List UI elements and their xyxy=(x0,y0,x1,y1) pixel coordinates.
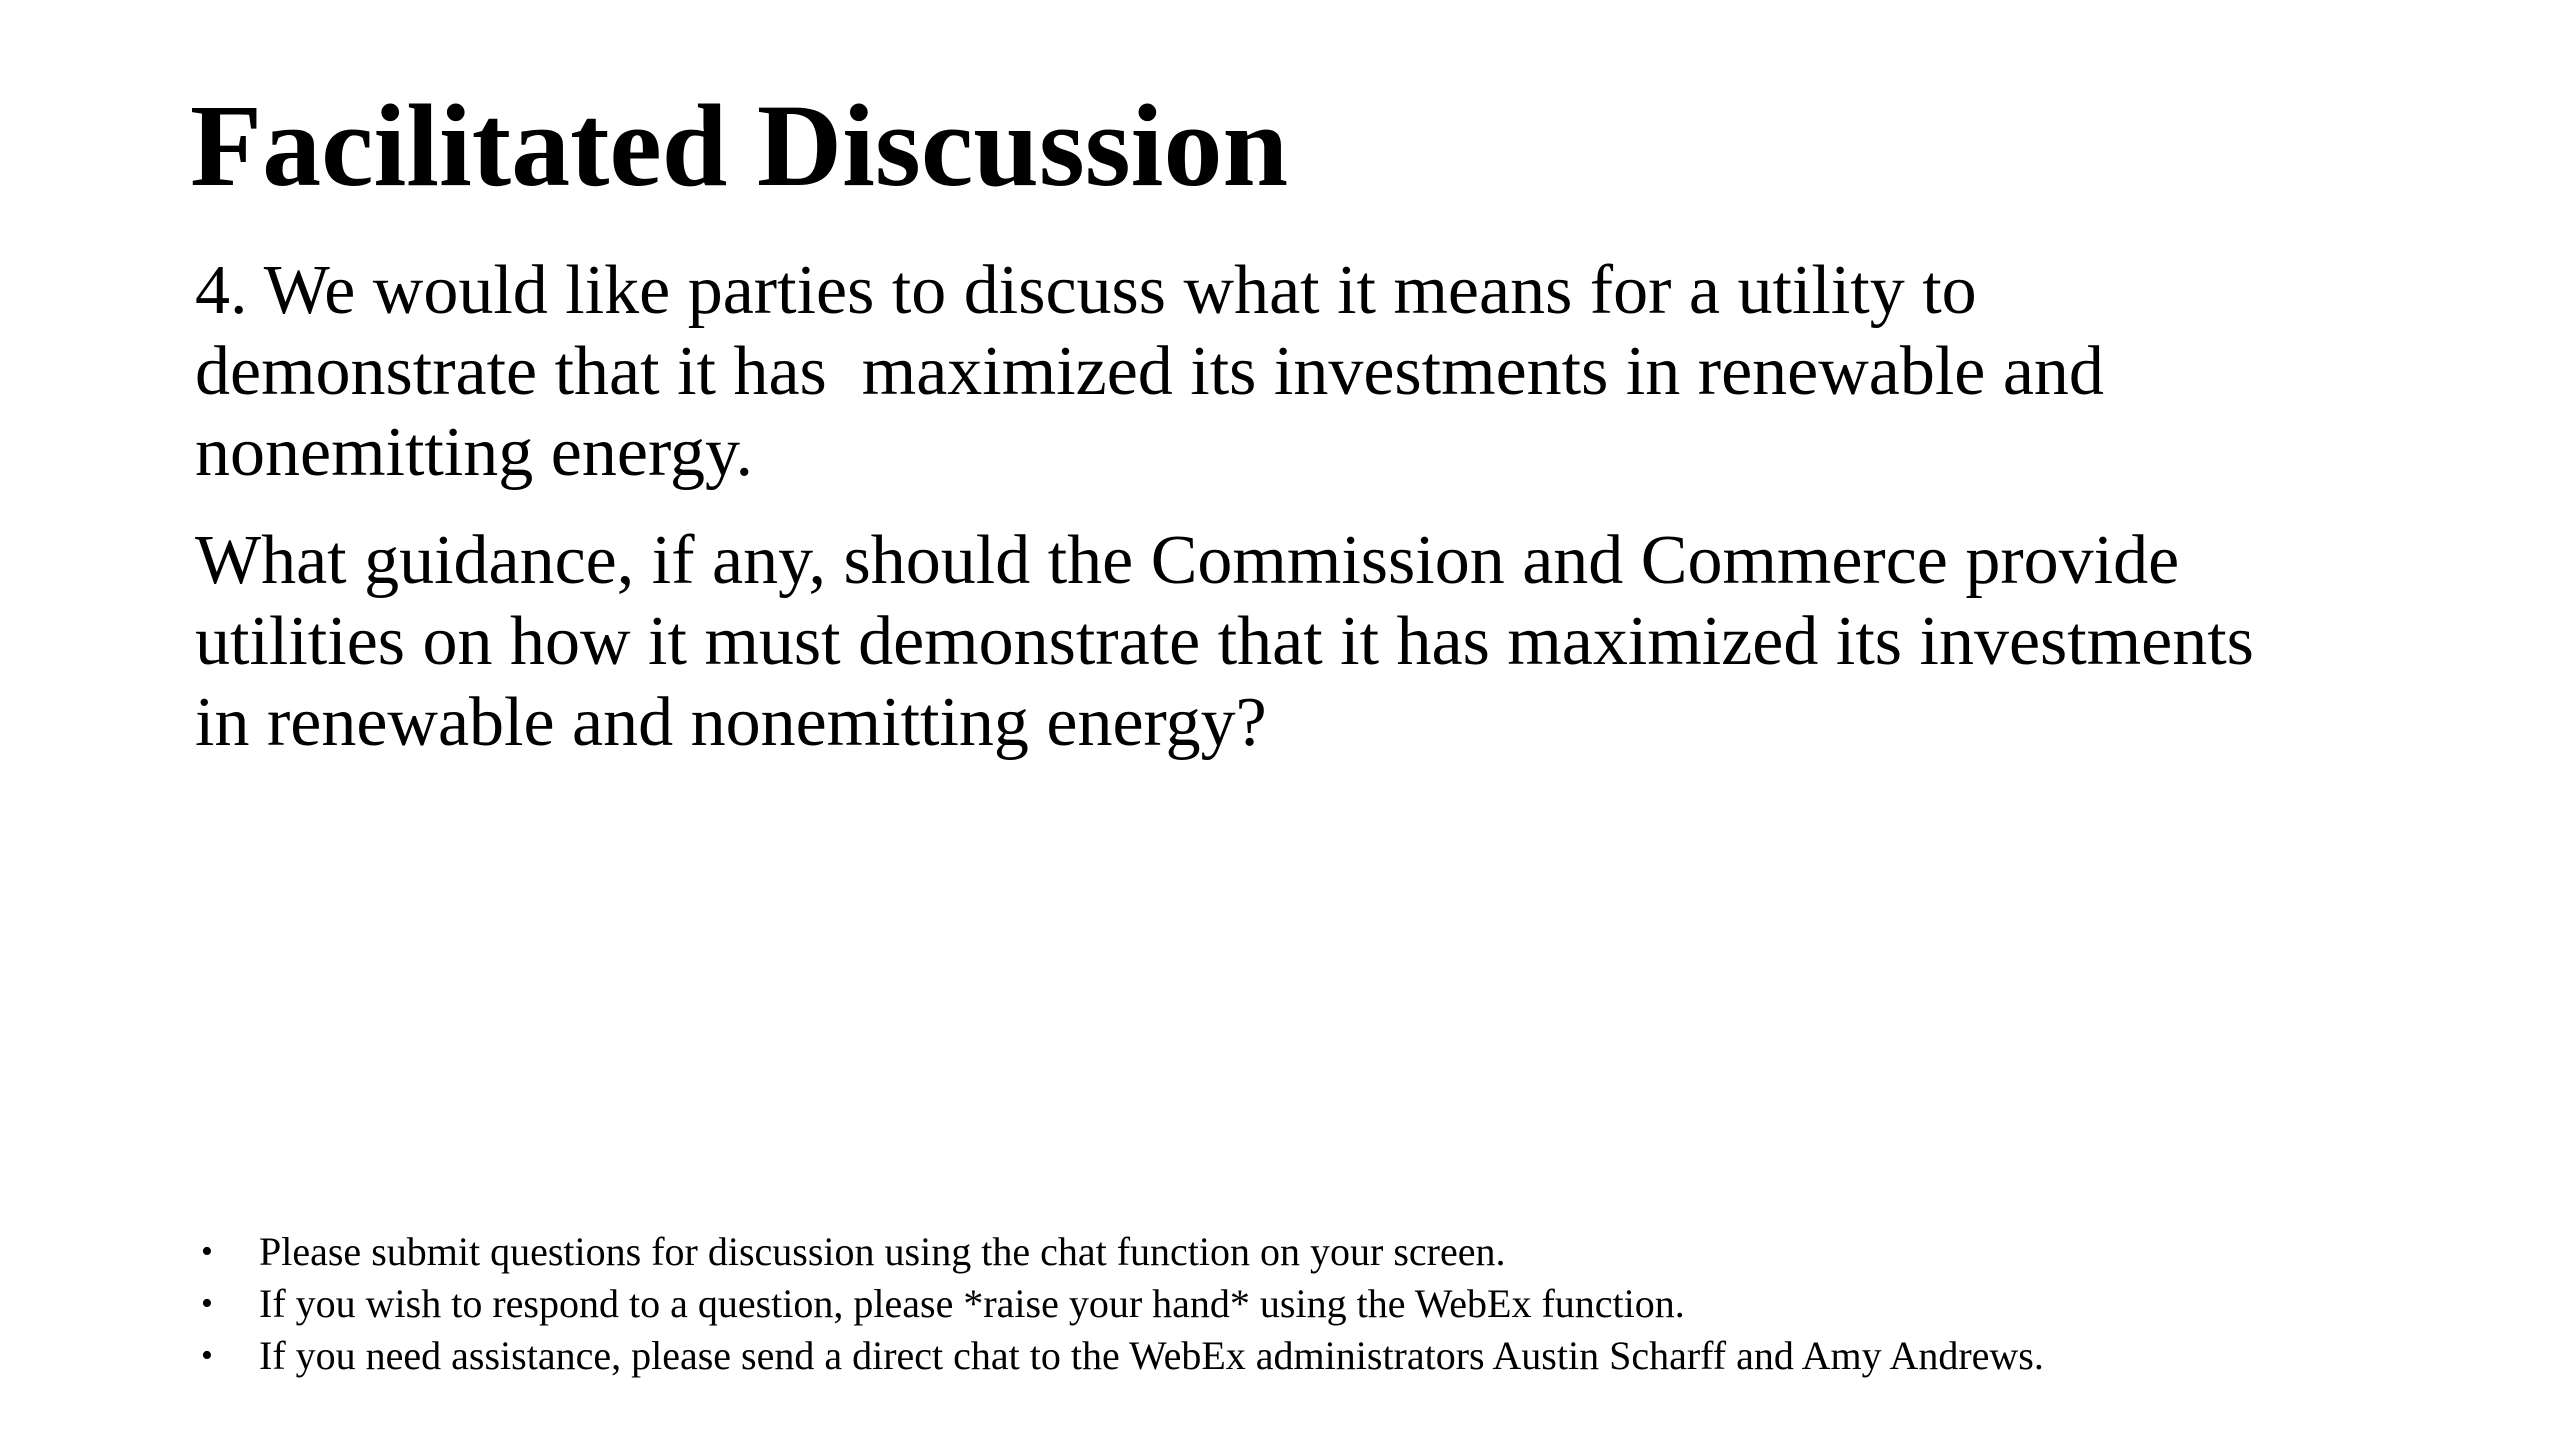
bullet-icon: • xyxy=(201,1233,213,1270)
slide-body xyxy=(195,250,2445,763)
bullet-icon: • xyxy=(201,1285,213,1322)
guidance-paragraph xyxy=(195,520,2445,763)
paragraph-line: utilities on how it must demonstrate that it has maximized its investments xyxy=(195,603,2254,680)
list-item xyxy=(195,1278,2044,1330)
paragraph-line: What guidance, if any, should the Commission and Commerce provide xyxy=(195,522,2180,599)
list-item-text: Please submit questions for discussion using the chat function on your screen. xyxy=(259,1229,1506,1274)
bullet-icon: • xyxy=(201,1337,213,1374)
question-paragraph xyxy=(195,250,2445,493)
paragraph-line: demonstrate that it has maximized its investments in renewable and xyxy=(195,333,2104,410)
instructions-list xyxy=(195,1226,2044,1382)
list-item xyxy=(195,1330,2044,1382)
paragraph-line: 4. We would like parties to discuss what it means for a utility to xyxy=(195,252,1977,329)
slide-title: Facilitated Discussion xyxy=(190,80,1289,211)
list-item-text: If you wish to respond to a question, please *raise your hand* using the WebEx function. xyxy=(259,1281,1685,1326)
list-item-text: If you need assistance, please send a direct chat to the WebEx administrators Austin Scharff and Amy Andrews. xyxy=(259,1333,2044,1378)
paragraph-line: nonemitting energy. xyxy=(195,414,753,491)
list-item xyxy=(195,1226,2044,1278)
paragraph-line: in renewable and nonemitting energy? xyxy=(195,684,1267,761)
